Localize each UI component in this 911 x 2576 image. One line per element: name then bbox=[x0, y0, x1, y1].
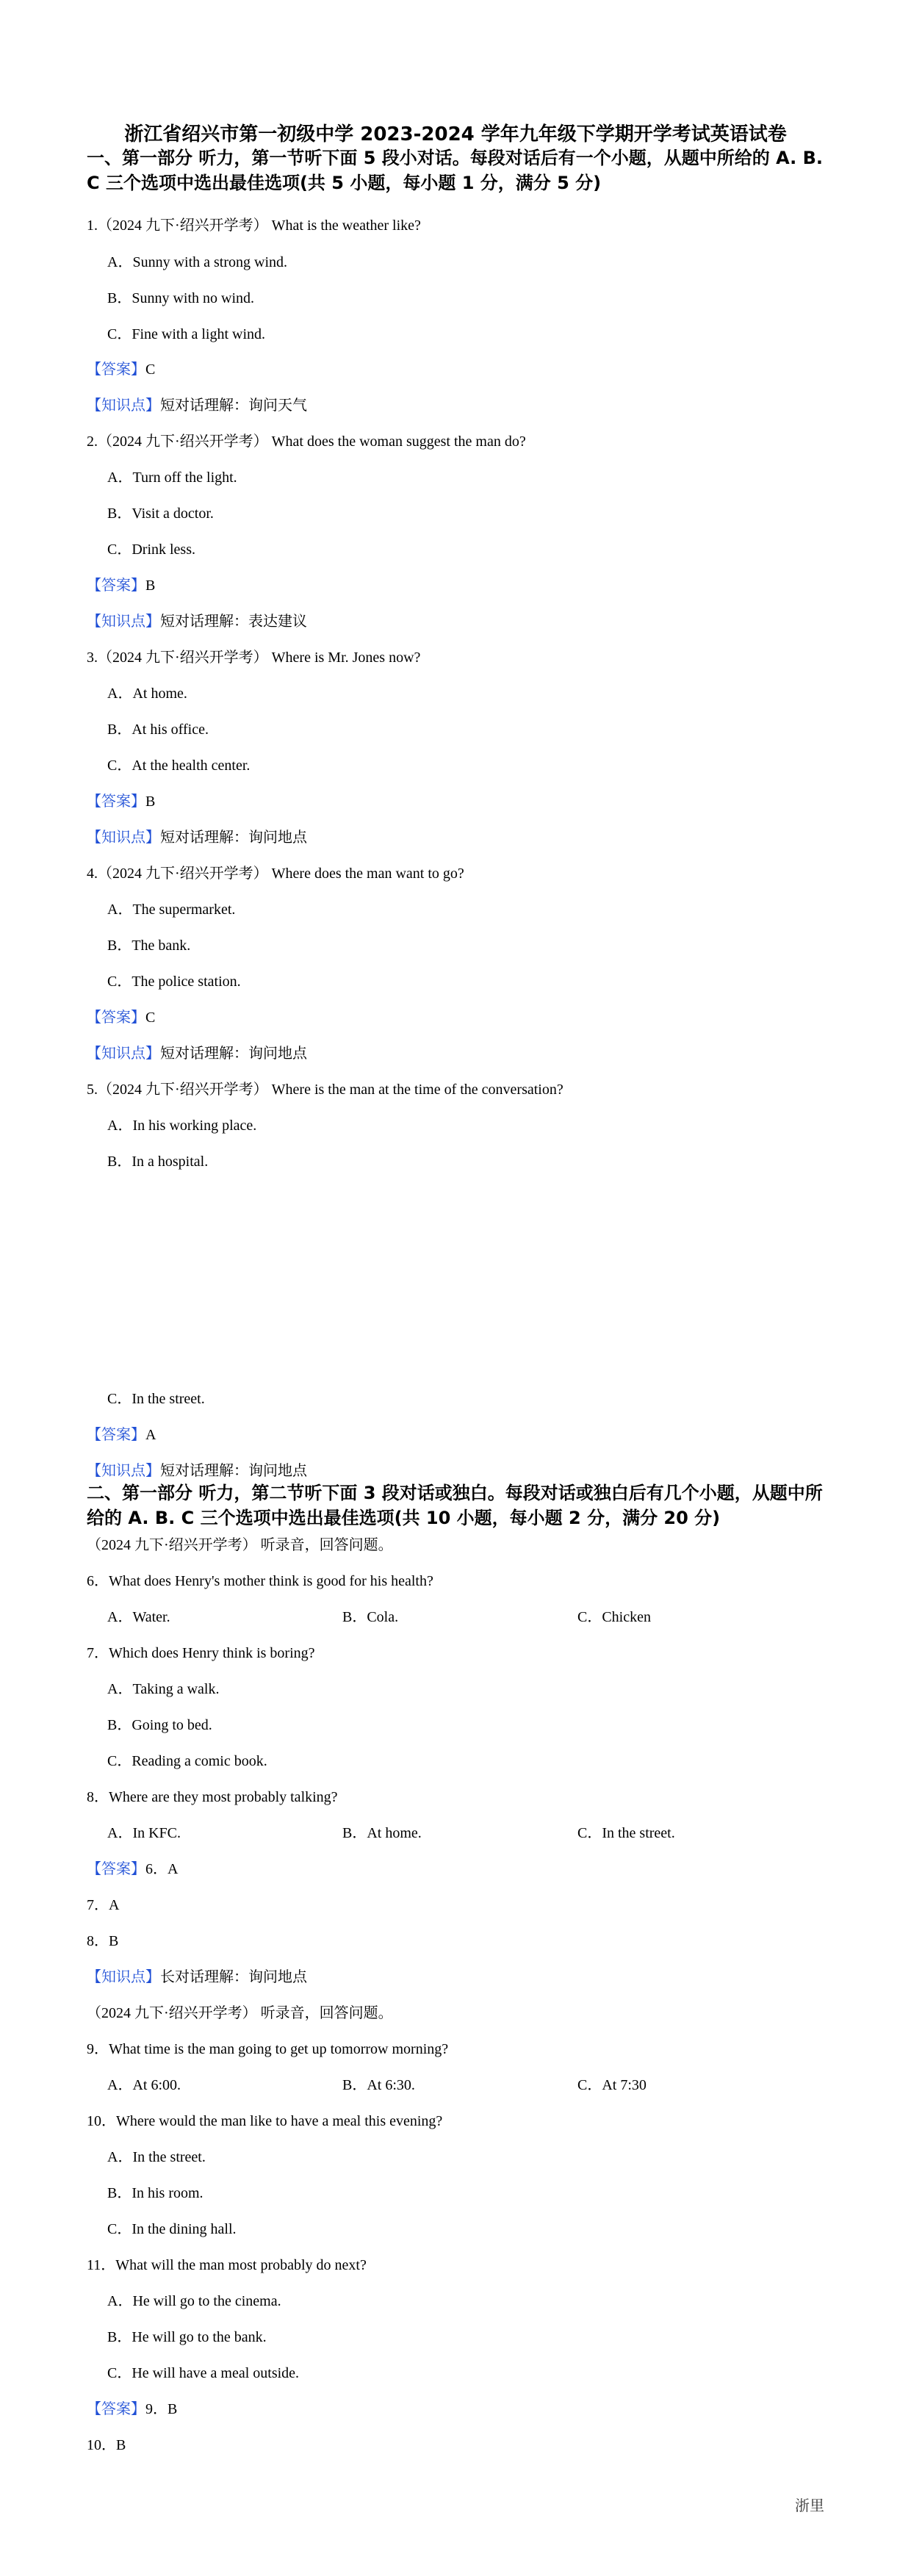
knowledge-tag: 【知识点】 bbox=[87, 1969, 160, 1985]
question-2 bbox=[87, 429, 526, 450]
answer-value: C bbox=[145, 1010, 156, 1026]
option-a: A．In KFC. bbox=[107, 1825, 181, 1841]
answer-2 bbox=[87, 573, 155, 594]
option-b: B．He will go to the bank. bbox=[107, 2329, 267, 2345]
option-a: A．At home. bbox=[107, 686, 187, 702]
question-7: 7．Which does Henry think is boring? bbox=[87, 1645, 315, 1661]
option-b: B．In a hospital. bbox=[107, 1154, 209, 1170]
answer-value: 9．B bbox=[145, 2401, 178, 2417]
question-10: 10．Where would the man like to have a meal this evening? bbox=[87, 2113, 443, 2129]
option-c: C．In the street. bbox=[577, 1825, 675, 1841]
answer-value: 6．A bbox=[145, 1861, 179, 1877]
question-6: 6．What does Henry's mother think is good for his health? bbox=[87, 1573, 433, 1589]
knowledge-point-1 bbox=[87, 393, 307, 414]
option-b: B．Going to bed. bbox=[107, 1717, 212, 1733]
knowledge-tag: 【知识点】 bbox=[87, 397, 160, 414]
option-a: A．At 6:00. bbox=[107, 2077, 181, 2093]
knowledge-tag: 【知识点】 bbox=[87, 1046, 160, 1062]
knowledge-text: 短对话理解：表达建议 bbox=[160, 614, 307, 630]
answer-3 bbox=[87, 789, 155, 810]
knowledge-text: 短对话理解：询问地点 bbox=[160, 1463, 307, 1479]
question-3 bbox=[87, 645, 420, 666]
question-source: （2024 九下·绍兴开学考） bbox=[98, 650, 268, 666]
question-1 bbox=[87, 213, 421, 234]
option-c: C．In the dining hall. bbox=[107, 2221, 237, 2237]
question-4 bbox=[87, 861, 464, 882]
answer-tag: 【答案】 bbox=[87, 1427, 145, 1443]
answer-value: 10．B bbox=[87, 2437, 126, 2453]
knowledge-text: 短对话理解：询问地点 bbox=[160, 830, 307, 846]
page-footer: 浙里 bbox=[795, 2497, 824, 2514]
answer-tag: 【答案】 bbox=[87, 1010, 145, 1026]
question-source: （2024 九下·绍兴开学考） bbox=[98, 433, 268, 450]
question-text: Where is Mr. Jones now? bbox=[271, 650, 421, 666]
option-c: C．Fine with a light wind. bbox=[107, 326, 265, 342]
question-source: （2024 九下·绍兴开学考） bbox=[98, 866, 268, 882]
option-c: C．At the health center. bbox=[107, 758, 251, 774]
answer-value: 7．A bbox=[87, 1897, 120, 1913]
section-2-heading: 二、第一部分 听力，第二节听下面 3 段对话或独白。每段对话或独白后有几个小题，从题中所给的 A. B. C 三个选项中选出最佳选项(共 10 小题，每小题 2 分，满分 20 分) bbox=[87, 1483, 823, 1528]
option-b: B．At his office. bbox=[107, 722, 209, 738]
group-1-intro: （2024 九下·绍兴开学考） 听录音，回答问题。 bbox=[87, 1537, 393, 1553]
question-number: 3. bbox=[87, 650, 98, 666]
knowledge-point-2 bbox=[87, 609, 307, 630]
knowledge-point-4 bbox=[87, 1041, 307, 1062]
answer-tag: 【答案】 bbox=[87, 794, 145, 810]
option-a: A．Water. bbox=[107, 1609, 170, 1625]
option-b: B．At home. bbox=[342, 1825, 422, 1841]
option-c: C．In the street. bbox=[107, 1391, 205, 1407]
option-b: B．Visit a doctor. bbox=[107, 506, 214, 522]
answer-value: B bbox=[145, 578, 156, 594]
question-source: （2024 九下·绍兴开学考） bbox=[98, 217, 268, 234]
knowledge-point-3 bbox=[87, 825, 307, 846]
option-a: A．He will go to the cinema. bbox=[107, 2293, 281, 2309]
option-b: B．Sunny with no wind. bbox=[107, 290, 255, 306]
page-title: 浙江省绍兴市第一初级中学 2023-2024 学年九年级下学期开学考试英语试卷 bbox=[124, 123, 787, 145]
question-number: 4. bbox=[87, 866, 98, 882]
answer-5 bbox=[87, 1422, 156, 1444]
option-a: A．In his working place. bbox=[107, 1118, 257, 1134]
answer-value: A bbox=[145, 1427, 156, 1443]
option-a: A．Sunny with a strong wind. bbox=[107, 254, 287, 270]
question-number: 1. bbox=[87, 217, 98, 234]
group-2-intro: （2024 九下·绍兴开学考） 听录音，回答问题。 bbox=[87, 2005, 393, 2021]
option-c: C．Drink less. bbox=[107, 542, 195, 558]
option-c: C．Reading a comic book. bbox=[107, 1753, 267, 1769]
option-a: A．In the street. bbox=[107, 2149, 206, 2165]
question-5 bbox=[87, 1077, 563, 1098]
answer-tag: 【答案】 bbox=[87, 361, 145, 378]
section-1-heading: 一、第一部分 听力，第一节听下面 5 段小对话。每段对话后有一个小题，从题中所给的 A. B. C 三个选项中选出最佳选项(共 5 小题，每小题 1 分，满分 5 分) bbox=[87, 148, 824, 193]
option-a: A．The supermarket. bbox=[107, 902, 236, 918]
question-8: 8．Where are they most probably talking? bbox=[87, 1789, 338, 1805]
answer-group-2 bbox=[87, 2397, 177, 2418]
answer-value: B bbox=[145, 794, 156, 810]
question-number: 5. bbox=[87, 1082, 98, 1098]
question-text: Where is the man at the time of the conversation? bbox=[271, 1082, 563, 1098]
option-c: C．Chicken bbox=[577, 1609, 651, 1625]
question-number: 2. bbox=[87, 433, 98, 450]
answer-value: 8．B bbox=[87, 1933, 119, 1949]
question-source: （2024 九下·绍兴开学考） bbox=[98, 1082, 268, 1098]
knowledge-text: 长对话理解：询问地点 bbox=[160, 1969, 307, 1985]
option-a: A．Turn off the light. bbox=[107, 469, 237, 486]
answer-1 bbox=[87, 357, 155, 378]
option-c: C．The police station. bbox=[107, 974, 241, 990]
question-text: Where does the man want to go? bbox=[271, 866, 464, 882]
answer-group-1 bbox=[87, 1857, 178, 1878]
option-b: B．Cola. bbox=[342, 1609, 399, 1625]
knowledge-tag: 【知识点】 bbox=[87, 614, 160, 630]
option-a: A．Taking a walk. bbox=[107, 1681, 220, 1697]
knowledge-tag: 【知识点】 bbox=[87, 830, 160, 846]
answer-4 bbox=[87, 1005, 155, 1026]
question-text: What does the woman suggest the man do? bbox=[271, 433, 526, 450]
knowledge-text: 短对话理解：询问地点 bbox=[160, 1046, 307, 1062]
option-b: B．The bank. bbox=[107, 938, 191, 954]
answer-tag: 【答案】 bbox=[87, 578, 145, 594]
answer-tag: 【答案】 bbox=[87, 1861, 145, 1877]
option-c: C．He will have a meal outside. bbox=[107, 2365, 300, 2381]
question-9: 9．What time is the man going to get up tomorrow morning? bbox=[87, 2041, 449, 2057]
option-c: C．At 7:30 bbox=[577, 2077, 647, 2093]
option-b: B．In his room. bbox=[107, 2185, 204, 2201]
question-11: 11．What will the man most probably do next? bbox=[87, 2257, 367, 2273]
knowledge-point-group-1 bbox=[87, 1965, 307, 1986]
knowledge-point-5 bbox=[87, 1458, 307, 1480]
knowledge-tag: 【知识点】 bbox=[87, 1463, 160, 1479]
answer-tag: 【答案】 bbox=[87, 2401, 145, 2417]
question-text: What is the weather like? bbox=[271, 217, 421, 234]
knowledge-text: 短对话理解：询问天气 bbox=[160, 397, 307, 414]
option-b: B．At 6:30. bbox=[342, 2077, 415, 2093]
answer-value: C bbox=[145, 361, 156, 378]
